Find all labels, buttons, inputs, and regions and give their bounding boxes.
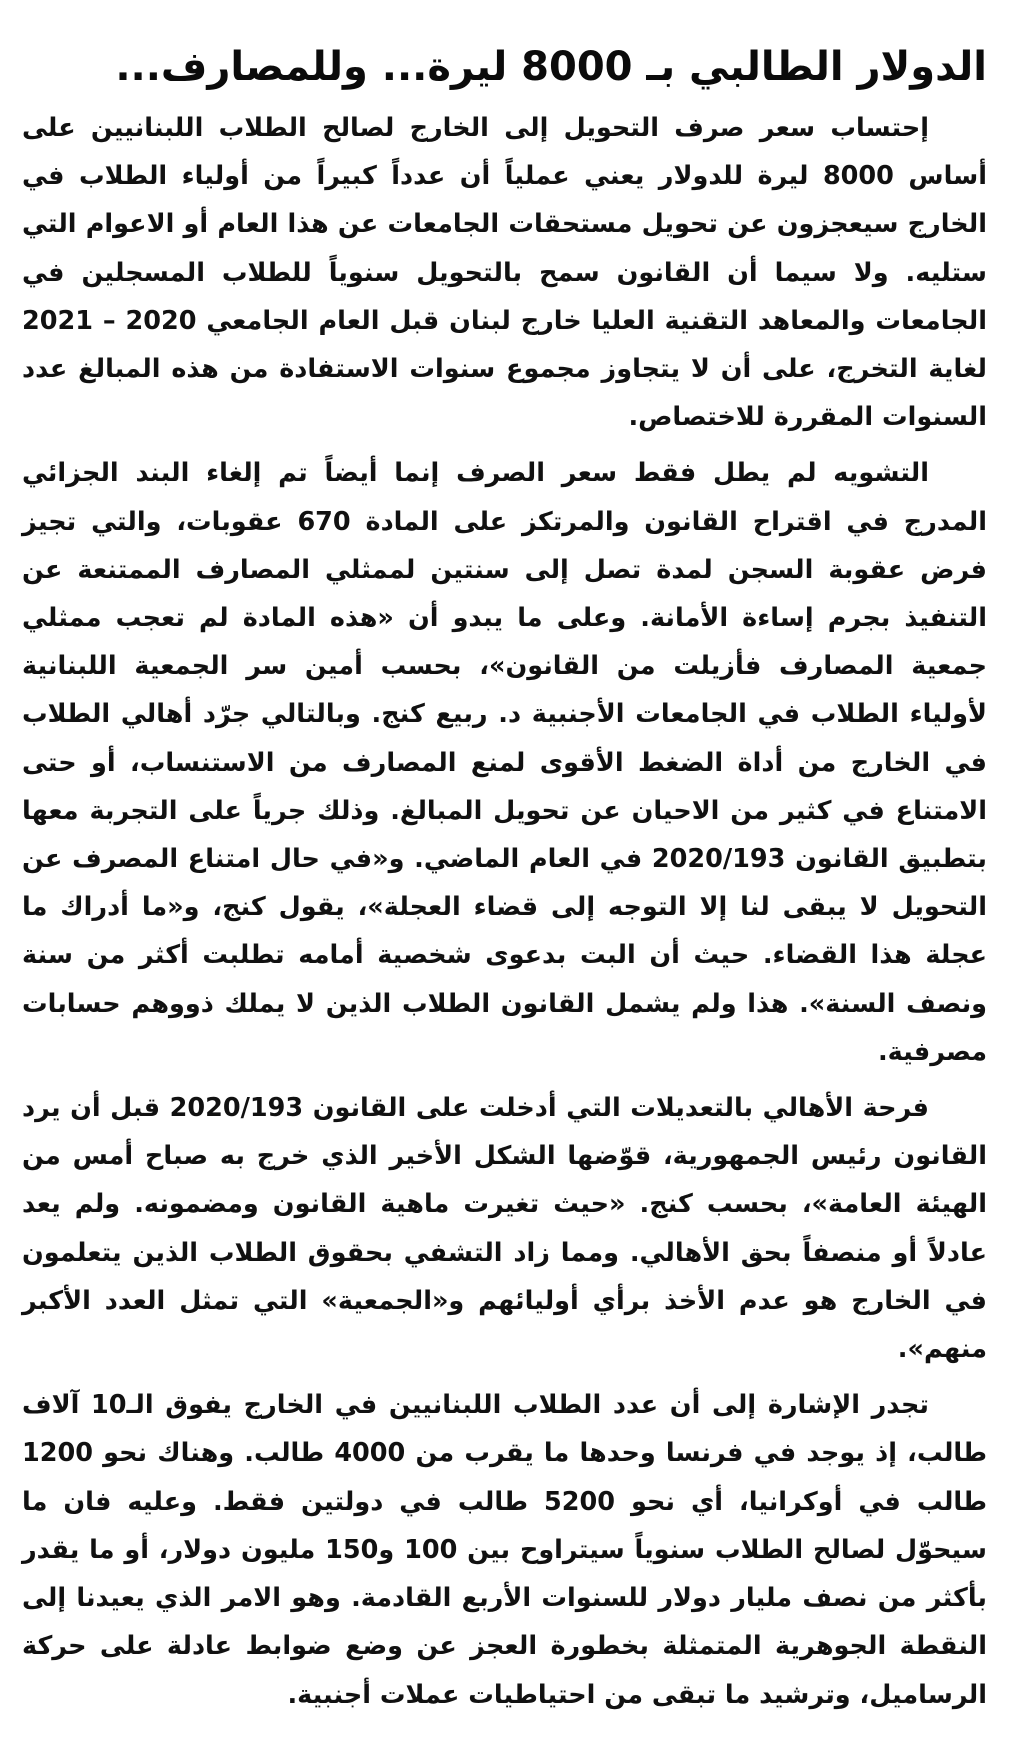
article-paragraph-2: التشويه لم يطل فقط سعر الصرف إنما أيضاً تم إلغاء البند الجزائي المدرج في اقتراح القانون والمرتكز على المادة 670 عقوبات، والتي تجيز فرض عقوبة السجن لمدة تصل إلى سنتين لممثلي المصارف الممتنعة عن التنفيذ بجرم إساءة الأمانة. وعلى ما يبدو أن «هذه المادة لم تعجب ممثلي جمعية المصارف فأزيلت من القانون»، بحسب أمين سر الجمعية اللبنانية لأولياء الطلاب في الجامعات الأجنبية د. ربيع كنج. وبالتالي جرّد أهالي الطلاب في الخارج من أداة الضغط الأقوى لمنع المصارف من الاستنساب، أو حتى الامتناع في كثير من الاحيان عن تحويل المبالغ. وذلك جرياً على التجربة معها بتطبيق القانون 2020/193 في العام الماضي. و«في حال امتناع المصرف عن التحويل لا يبقى لنا إلا التوجه إلى قضاء العجلة»، يقول كنج، و«ما أدراك ما عجلة هذا القضاء. حيث أن البت بدعوى شخصية أمامه تطلبت أكثر من سنة ونصف السنة». هذا ولم يشمل القانون الطلاب الذين لا يملك ذووهم حسابات مصرفية. xyxy=(22,458,987,1067)
article-headline: الدولار الطالبي بـ 8000 ليرة... وللمصارف... xyxy=(115,44,987,90)
article-paragraph-1: إحتساب سعر صرف التحويل إلى الخارج لصالح الطلاب اللبنانيين على أساس 8000 ليرة للدولار يعني عملياً أن عدداً كبيراً من أولياء الطلاب في الخارج سيعجزون عن تحويل مستحقات الجامعات عن هذا العام أو الاعوام التي ستليه. ولا سيما أن القانون سمح بالتحويل سنوياً للطلاب المسجلين في الجامعات والمعاهد التقنية العليا خارج لبنان قبل العام الجامعي 2020 – 2021 لغاية التخرج، على أن لا يتجاوز مجموع سنوات الاستفادة من هذه المبالغ عدد السنوات المقررة للاختصاص. xyxy=(22,113,987,433)
article-paragraph-3: فرحة الأهالي بالتعديلات التي أدخلت على القانون 2020/193 قبل أن يرد القانون رئيس الجمهورية، قوّضها الشكل الأخير الذي خرج به صباح أمس من الهيئة العامة»، بحسب كنج. «حيث تغيرت ماهية القانون ومضمونه. ولم يعد عادلاً أو منصفاً بحق الأهالي. ومما زاد التشفي بحقوق الطلاب الذين يتعلمون في الخارج هو عدم الأخذ برأي أوليائهم و«الجمعية» التي تمثل العدد الأكبر منهم». xyxy=(22,1093,987,1365)
article-paragraph-4: تجدر الإشارة إلى أن عدد الطلاب اللبنانيين في الخارج يفوق الـ10 آلاف طالب، إذ يوجد في فرنسا وحدها ما يقرب من 4000 طالب. وهناك نحو 1200 طالب في أوكرانيا، أي نحو 5200 طالب في دولتين فقط. وعليه فان ما سيحوّل لصالح الطلاب سنوياً سيتراوح بين 100 و150 مليون دولار، أو ما يقدر بأكثر من نصف مليار دولار للسنوات الأربع القادمة. وهو الامر الذي يعيدنا إلى النقطة الجوهرية المتمثلة بخطورة العجز عن وضع ضوابط عادلة على حركة الرساميل، وترشيد ما تبقى من احتياطيات عملات أجنبية. xyxy=(22,1390,988,1710)
